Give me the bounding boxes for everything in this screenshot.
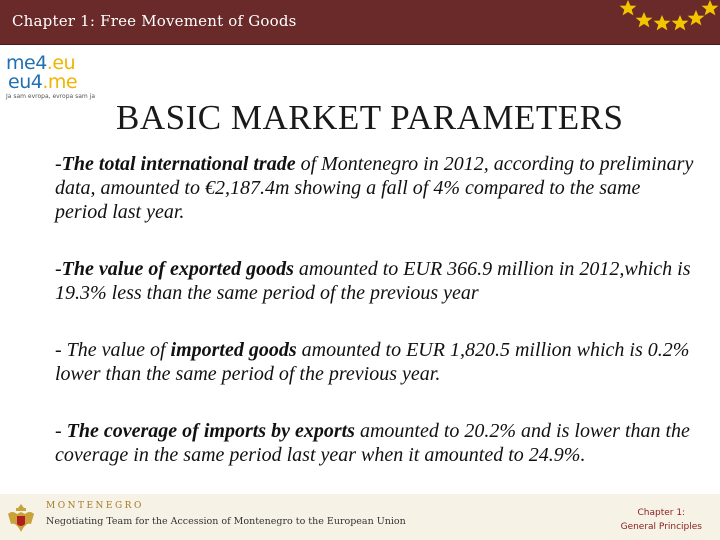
footer-country: MONTENEGRO: [46, 501, 144, 511]
footer-chapter-line1: Chapter 1:: [637, 508, 686, 518]
paragraph-exports: -The value of exported goods amounted to EUR 366.9 million in 2012,which is 19.3% less than the same period of the previous year: [55, 258, 691, 304]
footer-team-text: Negotiating Team for the Accession of Montenegro to the European Union: [46, 516, 406, 527]
logo-line-2: eu4.me: [8, 71, 78, 93]
chapter-title: Chapter 1: Free Movement of Goods: [12, 12, 297, 30]
footer-bar: [0, 494, 720, 540]
logo-tagline: Ja sam evropa, evropa sam ja: [6, 93, 95, 100]
paragraph-coverage: - The coverage of imports by exports amounted to 20.2% and is lower than the coverage in the same period last year when it amounted to 24.9%.: [55, 420, 690, 466]
footer-chapter-label: [621, 506, 702, 534]
footer-chapter-line2: General Principles: [620, 522, 702, 532]
logo-line-1: me4.eu: [6, 52, 76, 74]
me4eu-logo: [6, 54, 96, 106]
slide-title: BASIC MARKET PARAMETERS: [116, 98, 624, 137]
paragraph-imports: - The value of imported goods amounted to EUR 1,820.5 million which is 0.2% lower than the same period of the previous year.: [55, 339, 690, 385]
eu-stars-icon: [614, 0, 720, 44]
montenegro-crest-icon: [4, 502, 38, 536]
slide-body: [55, 152, 695, 500]
header-bar: [0, 0, 720, 45]
paragraph-total-trade: -The total international trade of Montenegro in 2012, according to preliminary data, amounted to €2,187.4m showing a fall of 4% compared to the same period last year.: [55, 153, 694, 223]
